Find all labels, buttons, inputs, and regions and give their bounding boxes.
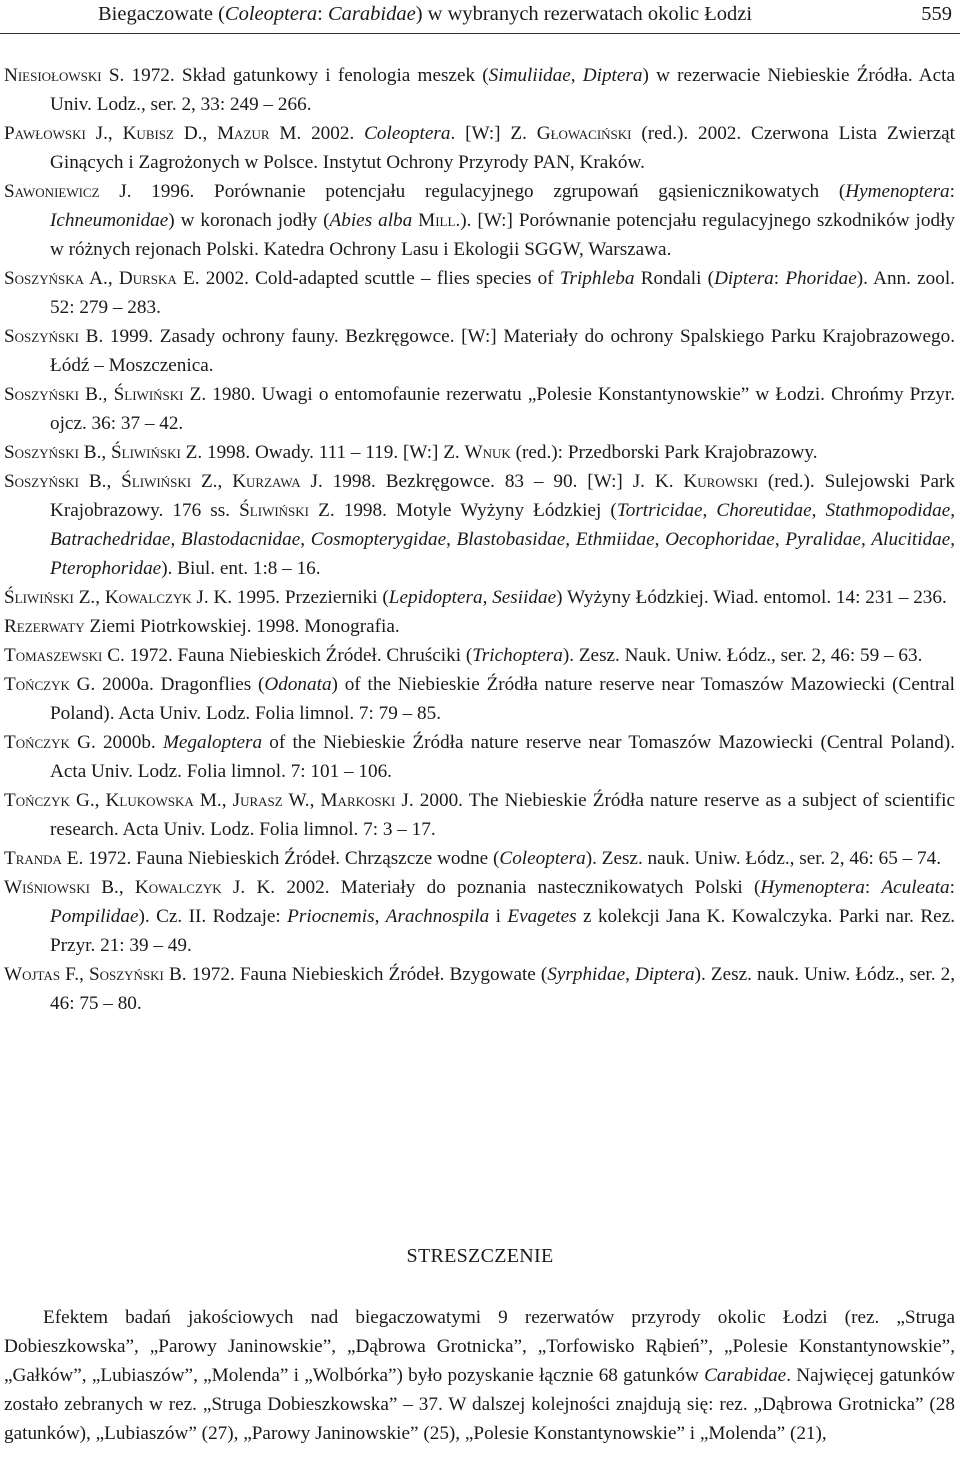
running-header-title: Biegaczowate (Coleoptera: Carabidae) w wybranych rezerwatach okolic Łodzi xyxy=(98,3,753,25)
page-number: 559 xyxy=(921,3,952,25)
reference-entry: Tończyk G. 2000b. Megaloptera of the Niebieskie Źródła nature reserve near Tomaszów Mazowiecki (Central Poland). Acta Univ. Lodz. Folia limnol. 7: 101 – 106. xyxy=(4,732,955,782)
reference-entry: Soszyński B., Śliwiński Z. 1980. Uwagi o entomofaunie rezerwatu „Polesie Konstantynowskie” w Łodzi. Chrońmy Przyr. ojcz. 36: 37 – 42. xyxy=(4,384,955,434)
section-heading: STRESZCZENIE xyxy=(406,1245,554,1267)
reference-entry: Soszyński B., Śliwiński Z., Kurzawa J. 1998. Bezkręgowce. 83 – 90. [W:] J. K. Kurowski (red.). Sulejowski Park Krajobrazowy. 176 ss. Śliwiński Z. 1998. Motyle Wyżyny Łódzkiej (Tortricidae, Choreutidae, Stathmopodidae, Batrachedridae, Blastodacnidae, Cosmopterygidae, Blastobasidae, Ethmiidae, Oecophoridae, Pyralidae, Alucitidae, Pterophoridae). Biul. ent. 1:8 – 16. xyxy=(4,471,956,579)
header-rule xyxy=(0,33,960,34)
reference-entry: Soszyńska A., Durska E. 2002. Cold-adapted scuttle – flies species of Triphleba Rondali (Diptera: Phoridae). Ann. zool. 52: 279 – 283. xyxy=(4,268,955,318)
summary-paragraph: Efektem badań jakościowych nad biegaczowatymi 9 rezerwatów przyrody okolic Łodzi (rez. „Struga Dobieszkowska”, „Parowy Janinowskie”, „Dąbrowa Grotnicka”, „Torfowisko Rąbień”, „Polesie Konstantynowskie”, „Gałków”, „Lubiaszów”, „Molenda” i „Wolbórka”) było pozyskanie łącznie 68 gatunków Carabidae. Najwięcej gatunków zostało zebranych w rez. „Struga Dobieszkowska” – 37. W dalszej kolejności znajdują się: rez. „Dąbrowa Grotnicka” (28 gatunków), „Lubiaszów” (27), „Parowy Janinowskie” (25), „Polesie Konstantynowskie” i „Molenda” (21), xyxy=(4,1307,955,1444)
reference-entry: Tończyk G., Klukowska M., Jurasz W., Markoski J. 2000. The Niebieskie Źródła nature reserve as a subject of scientific research. Acta Univ. Lodz. Folia limnol. 7: 3 – 17. xyxy=(4,790,956,840)
reference-entry: Soszyński B., Śliwiński Z. 1998. Owady. 111 – 119. [W:] Z. Wnuk (red.): Przedborski Park Krajobrazowy. xyxy=(4,442,818,463)
reference-entry: Wojtas F., Soszyński B. 1972. Fauna Niebieskich Źródeł. Bzygowate (Syrphidae, Diptera). Zesz. nauk. Uniw. Łódz., ser. 2, 46: 75 – 80. xyxy=(4,964,956,1014)
reference-entry: Tończyk G. 2000a. Dragonflies (Odonata) of the Niebieskie Źródła nature reserve near Tomaszów Mazowiecki (Central Poland). Acta Univ. Lodz. Folia limnol. 7: 79 – 85. xyxy=(4,674,955,724)
running-header xyxy=(0,0,960,34)
reference-entry: Soszyński B. 1999. Zasady ochrony fauny. Bezkręgowce. [W:] Materiały do ochrony Spalskiego Parku Krajobrazowego. Łódź – Moszczenica. xyxy=(4,326,955,376)
reference-entry: Niesiołowski S. 1972. Skład gatunkowy i fenologia meszek (Simuliidae, Diptera) w rezerwacie Niebieskie Źródła. Acta Univ. Lodz., ser. 2, 33: 249 – 266. xyxy=(4,65,956,115)
reference-entry: Pawłowski J., Kubisz D., Mazur M. 2002. Coleoptera. [W:] Z. Głowaciński (red.). 2002. Czerwona Lista Zwierząt Ginących i Zagrożonych w Polsce. Instytut Ochrony Przyrody PAN, Kraków. xyxy=(4,123,956,173)
reference-entry: Tranda E. 1972. Fauna Niebieskich Źródeł. Chrząszcze wodne (Coleoptera). Zesz. nauk. Uniw. Łódz., ser. 2, 46: 65 – 74. xyxy=(4,848,941,869)
reference-entry: Rezerwaty Ziemi Piotrkowskiej. 1998. Monografia. xyxy=(4,616,400,637)
reference-list xyxy=(4,61,955,1018)
reference-entry: Śliwiński Z., Kowalczyk J. K. 1995. Przezierniki (Lepidoptera, Sesiidae) Wyżyny Łódzkiej. Wiad. entomol. 14: 231 – 236. xyxy=(4,587,947,608)
reference-entry: Tomaszewski C. 1972. Fauna Niebieskich Źródeł. Chruściki (Trichoptera). Zesz. Nauk. Uniw. Łódz., ser. 2, 46: 59 – 63. xyxy=(4,645,923,666)
reference-entry: Sawoniewicz J. 1996. Porównanie potencjału regulacyjnego zgrupowań gąsienicznikowatych (Hymenoptera: Ichneumonidae) w koronach jodły (Abies alba Mill.). [W:] Porównanie potencjału regulacyjnego szkodników jodły w różnych rejonach Polski. Katedra Ochrony Lasu i Ekologii SGGW, Warszawa. xyxy=(4,181,956,260)
reference-entry: Wiśniowski B., Kowalczyk J. K. 2002. Materiały do poznania nastecznikowatych Polski (Hymenoptera: Aculeata: Pompilidae). Cz. II. Rodzaje: Priocnemis, Arachnospila i Evagetes z kolekcji Jana K. Kowalczyka. Parki nar. Rez. Przyr. 21: 39 – 49. xyxy=(4,877,956,956)
